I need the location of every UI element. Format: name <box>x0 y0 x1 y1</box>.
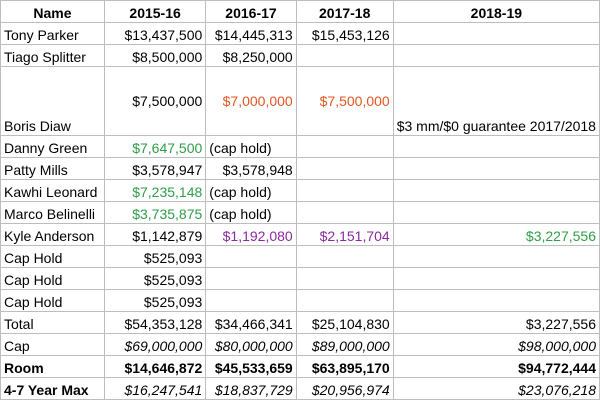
cell-name[interactable]: Cap Hold <box>1 268 105 290</box>
cell-name[interactable]: Cap Hold <box>1 246 105 268</box>
cell-2017-18[interactable]: $25,104,830 <box>296 312 393 334</box>
row-kyle-anderson <box>1 224 600 246</box>
cell-2018-19[interactable] <box>393 202 599 224</box>
cell-name[interactable]: Cap Hold <box>1 290 105 312</box>
row-total <box>1 312 600 334</box>
cell-2017-18[interactable] <box>296 136 393 158</box>
cell-name[interactable]: Danny Green <box>1 136 105 158</box>
cell-2015-16[interactable]: $54,353,128 <box>104 312 205 334</box>
cell-name[interactable]: Tony Parker <box>1 23 105 45</box>
cell-2017-18[interactable] <box>296 158 393 180</box>
cell-2015-16[interactable]: $13,437,500 <box>104 23 205 45</box>
cell-2015-16[interactable]: $525,093 <box>104 290 205 312</box>
cell-2018-19[interactable]: $3,227,556 <box>393 224 599 246</box>
cell-2016-17[interactable]: $7,000,000 <box>206 67 296 136</box>
cell-2017-18[interactable]: $15,453,126 <box>296 23 393 45</box>
cell-2018-19[interactable]: $3 mm/$0 guarantee 2017/2018 <box>393 67 599 136</box>
cell-2018-19[interactable] <box>393 268 599 290</box>
header-2016-17[interactable]: 2016-17 <box>206 1 296 23</box>
header-row <box>1 1 600 23</box>
row-cap-hold <box>1 246 600 268</box>
cell-2015-16[interactable]: $7,235,148 <box>104 180 205 202</box>
row-cap-hold <box>1 268 600 290</box>
cell-2015-16[interactable]: $525,093 <box>104 268 205 290</box>
row-kawhi-leonard <box>1 180 600 202</box>
cell-2015-16[interactable]: $3,735,875 <box>104 202 205 224</box>
cell-2016-17[interactable]: $80,000,000 <box>206 334 296 356</box>
cell-2017-18[interactable] <box>296 246 393 268</box>
row-tiago-splitter <box>1 45 600 67</box>
cell-2015-16[interactable]: $14,646,872 <box>104 356 205 378</box>
cell-2018-19[interactable]: $23,076,218 <box>393 378 599 400</box>
row-patty-mills <box>1 158 600 180</box>
cell-2016-17[interactable]: $8,250,000 <box>206 45 296 67</box>
row-max-contract <box>1 378 600 400</box>
cell-2017-18[interactable]: $2,151,704 <box>296 224 393 246</box>
cell-2016-17[interactable]: (cap hold) <box>206 136 296 158</box>
row-cap-hold <box>1 290 600 312</box>
cell-2017-18[interactable] <box>296 290 393 312</box>
cell-name[interactable]: Cap <box>1 334 105 356</box>
cell-2016-17[interactable] <box>206 246 296 268</box>
cell-2016-17[interactable]: $45,533,659 <box>206 356 296 378</box>
header-2018-19[interactable]: 2018-19 <box>393 1 599 23</box>
cell-2015-16[interactable]: $7,647,500 <box>104 136 205 158</box>
cell-2016-17[interactable]: $1,192,080 <box>206 224 296 246</box>
cell-2015-16[interactable]: $16,247,541 <box>104 378 205 400</box>
cell-2016-17[interactable]: (cap hold) <box>206 202 296 224</box>
cell-2016-17[interactable]: $34,466,341 <box>206 312 296 334</box>
header-name[interactable]: Name <box>1 1 105 23</box>
row-boris-diaw <box>1 67 600 136</box>
header-2017-18[interactable]: 2017-18 <box>296 1 393 23</box>
cell-2015-16[interactable]: $3,578,947 <box>104 158 205 180</box>
cell-2017-18[interactable]: $7,500,000 <box>296 67 393 136</box>
cell-2018-19[interactable]: $98,000,000 <box>393 334 599 356</box>
cell-2015-16[interactable]: $8,500,000 <box>104 45 205 67</box>
cell-2017-18[interactable] <box>296 268 393 290</box>
cell-2017-18[interactable]: $89,000,000 <box>296 334 393 356</box>
row-cap <box>1 334 600 356</box>
cell-2015-16[interactable]: $7,500,000 <box>104 67 205 136</box>
cell-2018-19[interactable] <box>393 246 599 268</box>
cell-2017-18[interactable] <box>296 202 393 224</box>
cell-2018-19[interactable] <box>393 290 599 312</box>
cell-2017-18[interactable] <box>296 45 393 67</box>
cell-name[interactable]: Total <box>1 312 105 334</box>
row-tony-parker <box>1 23 600 45</box>
cell-2017-18[interactable] <box>296 180 393 202</box>
cell-2015-16[interactable]: $525,093 <box>104 246 205 268</box>
cell-2018-19[interactable] <box>393 23 599 45</box>
cell-2017-18[interactable]: $20,956,974 <box>296 378 393 400</box>
row-danny-green <box>1 136 600 158</box>
cell-2016-17[interactable]: (cap hold) <box>206 180 296 202</box>
cell-name[interactable]: Tiago Splitter <box>1 45 105 67</box>
cell-2018-19[interactable] <box>393 158 599 180</box>
cell-2016-17[interactable] <box>206 268 296 290</box>
cell-2018-19[interactable] <box>393 136 599 158</box>
cell-2015-16[interactable]: $1,142,879 <box>104 224 205 246</box>
cell-name[interactable]: Boris Diaw <box>1 67 105 136</box>
cell-2016-17[interactable] <box>206 290 296 312</box>
cell-name[interactable]: Room <box>1 356 105 378</box>
cell-2016-17[interactable]: $18,837,729 <box>206 378 296 400</box>
cell-name[interactable]: Marco Belinelli <box>1 202 105 224</box>
cell-2018-19[interactable] <box>393 45 599 67</box>
cell-name[interactable]: Patty Mills <box>1 158 105 180</box>
cell-name[interactable]: Kawhi Leonard <box>1 180 105 202</box>
cell-name[interactable]: 4-7 Year Max <box>1 378 105 400</box>
cell-name[interactable]: Kyle Anderson <box>1 224 105 246</box>
cell-2018-19[interactable]: $94,772,444 <box>393 356 599 378</box>
cell-2015-16[interactable]: $69,000,000 <box>104 334 205 356</box>
cell-2016-17[interactable]: $14,445,313 <box>206 23 296 45</box>
cell-2016-17[interactable]: $3,578,948 <box>206 158 296 180</box>
cell-2018-19[interactable]: $3,227,556 <box>393 312 599 334</box>
cell-2017-18[interactable]: $63,895,170 <box>296 356 393 378</box>
cell-2018-19[interactable] <box>393 180 599 202</box>
row-marco-belinelli <box>1 202 600 224</box>
row-room <box>1 356 600 378</box>
header-2015-16[interactable]: 2015-16 <box>104 1 205 23</box>
